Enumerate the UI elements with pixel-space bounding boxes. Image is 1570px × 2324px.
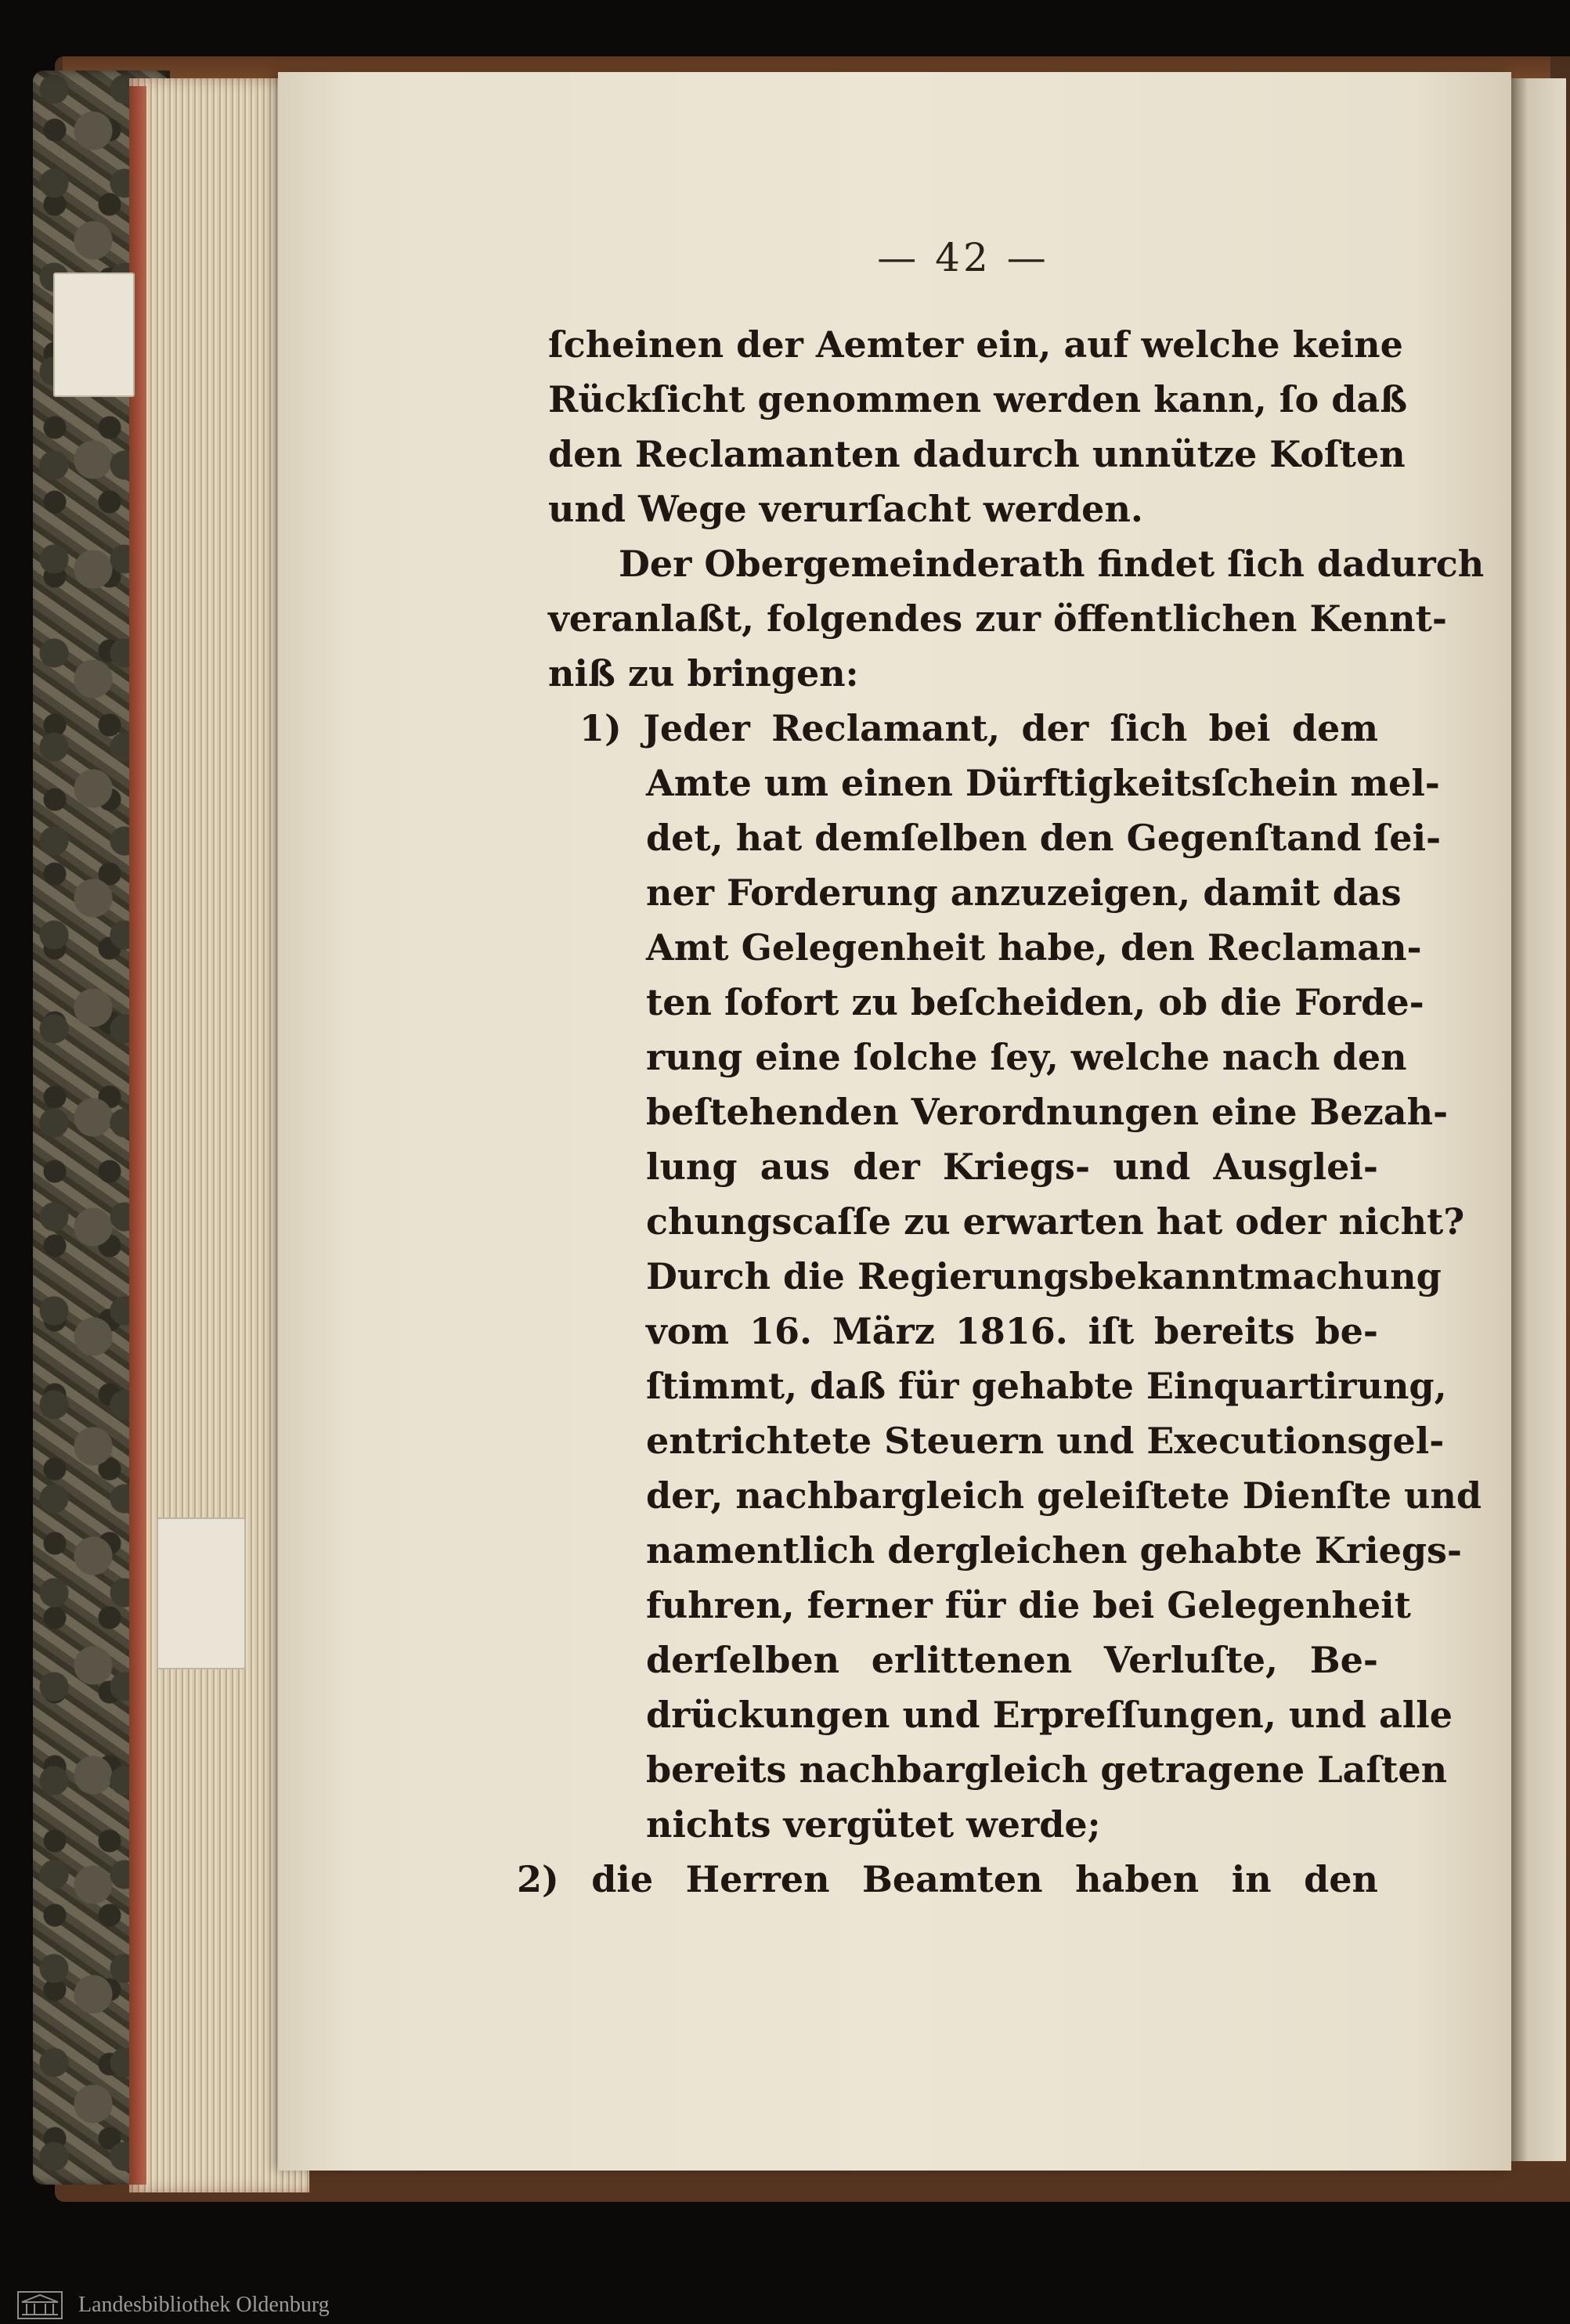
text-line: derſelben erlittenen Verluſte, Be- [646, 1639, 1378, 1681]
text-line: ten ſofort zu beſcheiden, ob die Forde- [646, 981, 1424, 1023]
library-logo-icon [17, 2291, 63, 2319]
text-line: namentlich dergleichen gehabte Kriegs- [646, 1529, 1463, 1572]
text-line: der, nachbargleich geleiſtete Dienſte und [646, 1474, 1482, 1517]
text-line: Durch die Regierungsbekanntmachung [646, 1255, 1442, 1297]
text-line: beſtehenden Verordnungen eine Bezah- [646, 1091, 1449, 1133]
library-name: Landesbibliothek Oldenburg [78, 2293, 330, 2317]
text-line: niß zu bringen: [548, 652, 859, 695]
text-line: und Wege verurſacht werden. [548, 488, 1143, 530]
facing-page-edge [1511, 78, 1566, 2161]
paper-tab-lower [157, 1517, 246, 1669]
text-line: lung aus der Kriegs- und Ausglei- [646, 1146, 1378, 1188]
text-line: Rückſicht genommen werden kann, ſo daß [548, 378, 1408, 420]
page-text [517, 317, 1485, 1907]
text-line: 2) die Herren Beamten haben in den [517, 1858, 1378, 1900]
text-line: ſtimmt, daß für gehabte Einquartirung, [646, 1365, 1447, 1407]
text-line: ner Forderung anzuzeigen, damit das [646, 872, 1402, 914]
text-line: ſcheinen der Aemter ein, auf welche keine [548, 323, 1403, 366]
text-line: veranlaßt, folgendes zur öffentlichen Kennt- [548, 597, 1447, 640]
text-line: bereits nachbargleich getragene Laſten [646, 1748, 1448, 1791]
text-line: fuhren, ferner für die bei Gelegenheit [646, 1584, 1411, 1626]
text-line: 1) Jeder Reclamant, der ſich bei dem [579, 707, 1378, 749]
text-line: Der Obergemeinderath findet ſich dadurch [619, 543, 1485, 585]
paper-tab-upper [53, 272, 135, 397]
text-line: drückungen und Erpreſſungen, und alle [646, 1694, 1453, 1736]
red-page-edge [129, 86, 146, 2185]
text-line: Amt Gelegenheit habe, den Reclaman- [646, 926, 1422, 969]
text-line: nichts vergütet werde; [646, 1803, 1101, 1846]
text-line: Amte um einen Dürftigkeitsſchein mel- [646, 762, 1440, 804]
page-number: — 42 — [877, 235, 1049, 280]
text-line: den Reclamanten dadurch unnütze Koſten [548, 433, 1406, 475]
text-line: entrichtete Steuern und Executionsgel- [646, 1420, 1445, 1462]
text-line: det, hat demſelben den Gegenſtand ſei- [646, 817, 1442, 859]
text-line: rung eine ſolche ſey, welche nach den [646, 1036, 1407, 1078]
text-line: vom 16. März 1816. iſt bereits be- [646, 1310, 1378, 1352]
text-line: chungscaſſe zu erwarten hat oder nicht? [646, 1200, 1465, 1243]
